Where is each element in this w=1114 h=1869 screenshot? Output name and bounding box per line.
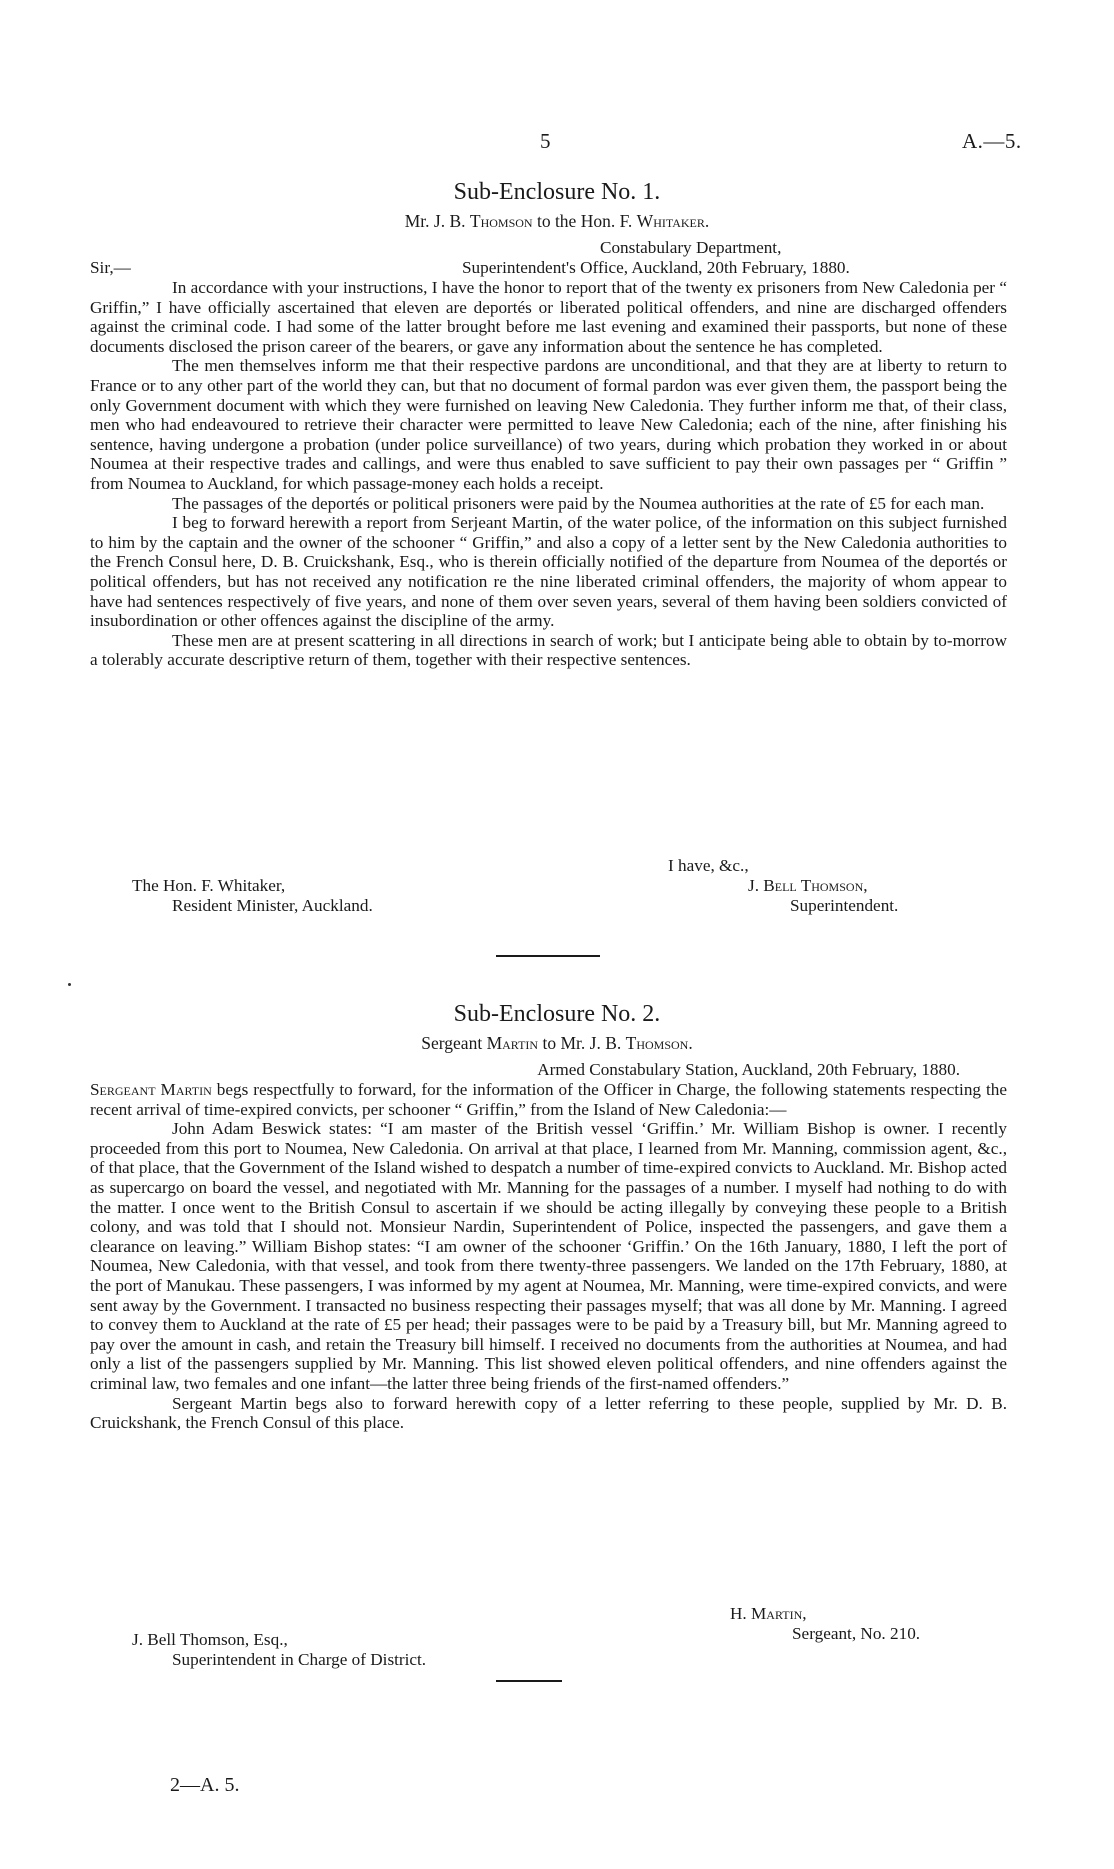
station-line: Armed Constabulary Station, Auckland, 20th February, 1880. — [537, 1060, 960, 1079]
enclosure-2-subtitle-sender: Martin — [486, 1033, 539, 1053]
section-divider — [496, 955, 600, 957]
closing: I have, &c., — [668, 856, 749, 875]
enclosure-1-subtitle-recipient: Whitaker. — [636, 211, 710, 231]
enclosure-2-subtitle-recipient: Thomson. — [625, 1033, 693, 1053]
salutation: Sir,— — [90, 258, 131, 277]
enclosure-2-body — [90, 1080, 1007, 1433]
enclosure-1-subtitle — [0, 212, 1114, 232]
enclosure-2-paragraph: John Adam Beswick states: “I am master of the British vessel ‘Griffin.’ Mr. William Bishop is owner. I recently proceeded from this port to Noumea, New Caledonia. On arrival at that place, I learned from Mr. Manning, commission agent, &c., of that place, that the Government of the Island wished to despatch a number of time-expired convicts to Auckland. Mr. Bishop acted as supercargo on board the vessel, and negotiated with Mr. Manning for the passages of a number. I myself had nothing to do with the matter. I once went to the British Consul to ascertain if we should be acting illegally by conveying these people to a British colony, and was told that I should not. Monsieur Nardin, Superintendent of Police, inspected the passengers, and gave them a clearance on leaving.” William Bishop states: “I am owner of the schooner ‘Griffin.’ On the 16th January, 1880, I left the port of Noumea, New Caledonia, with that vessel, and took from there twenty-three passengers. We landed on the 17th February, 1880, at the port of Manukau. These passengers, I was informed by my agent at Noumea, Mr. Manning, were time-expired convicts, and were sent away by the Government. I transacted no business respecting their passages myself; that was all done by Mr. Manning. I agreed to convey them to Auckland at the rate of £5 per head; their passages were to be paid by a Treasury bill, but Mr. Manning agreed to pay over the amount in cash, and retain the Treasury bill himself. I received no documents from the authorities at Noumea, and had only a list of the passengers supplied by Mr. Manning. This list showed eleven political offenders, and nine offenders against the criminal law, two females and one infant—the latter three being friends of the first-named offenders.” — [90, 1119, 1007, 1393]
enclosure-1-subtitle-sender: Thomson — [469, 211, 533, 231]
office-line-2: Superintendent's Office, Auckland, 20th February, 1880. — [462, 258, 850, 277]
enclosure-2-signature-name: H. Martin, — [730, 1604, 807, 1623]
enclosure-1-signature-name: J. Bell Thomson, — [748, 876, 868, 895]
enclosure-1-paragraph: I beg to forward herewith a report from Serjeant Martin, of the water police, of the information on this subject furnished to him by the captain and the owner of the schooner “ Griffin,” and also a copy of a letter sent by the New Caledonia authorities to the French Consul here, D. B. Cruickshank, Esq., who is therein officially notified of the departure from Noumea of the deportés or political offenders, but has not received any notification re the nine liberated criminal offenders, the majority of whom appear to have had sentences respectively of five years, and none of them over seven years, several of them having been soldiers convicted of insubordination or other offences against the discipline of the army. — [90, 513, 1007, 631]
enclosure-1-paragraph: The men themselves inform me that their respective pardons are unconditional, and that they are at liberty to return to France or to any other part of the world they can, but that no document of formal pardon was ever given them, the passport being the only Government document with which they were furnished on leaving New Caledonia. They further inform me that, of their class, men who had endeavoured to retrieve their character were permitted to leave New Caledonia; each of the nine, after finishing his sentence, having undergone a probation (under police surveillance) of two years, during which probation they worked in or about Noumea at their respective trades and callings, and were thus enabled to save sufficient to pay their own passages per “ Griffin ” from Noumea to Auckland, for which passage-money each holds a receipt. — [90, 356, 1007, 493]
enclosure-2-signature-title: Sergeant, No. 210. — [792, 1624, 921, 1643]
enclosure-2-addressee-name: J. Bell Thomson, Esq., — [132, 1630, 288, 1649]
footer-code: 2—A. 5. — [170, 1774, 240, 1796]
enclosure-1-subtitle-middle: to the Hon. F. — [536, 211, 633, 231]
enclosure-1-paragraph: These men are at present scattering in all directions in search of work; but I anticipate being able to obtain by to-morrow a tolerably accurate descriptive return of them, together with their respective sentences. — [90, 630, 1007, 670]
end-divider — [496, 1680, 562, 1682]
enclosure-1-signature-title: Superintendent. — [790, 896, 899, 915]
enclosure-2-title: Sub-Enclosure No. 2. — [453, 1001, 661, 1027]
enclosure-2-opening-text: begs respectfully to forward, for the information of the Officer in Charge, the following statements respecting the recent arrival of time-expired convicts, per schooner “ Griffin,” from the Island of New Caledonia:— — [90, 1080, 1007, 1119]
enclosure-2-paragraph: Sergeant Martin begs also to forward herewith copy of a letter referring to these people, supplied by Mr. D. B. Cruickshank, the French Consul of this place. — [90, 1393, 1007, 1433]
enclosure-2-addressee-title: Superintendent in Charge of District. — [172, 1650, 427, 1669]
enclosure-1-subtitle-prefix: Mr. J. B. — [404, 211, 466, 231]
page-number: 5 — [540, 129, 551, 153]
enclosure-1-addressee-name: The Hon. F. Whitaker, — [132, 876, 286, 895]
page-mark — [68, 983, 71, 986]
enclosure-1-title: Sub-Enclosure No. 1. — [453, 179, 661, 205]
office-line-1: Constabulary Department, — [600, 238, 782, 257]
enclosure-2-opening-name: Sergeant Martin — [90, 1080, 212, 1099]
enclosure-2-subtitle-prefix: Sergeant — [421, 1033, 483, 1053]
enclosure-2-opening — [90, 1080, 1007, 1119]
series-code: A.—5. — [962, 129, 1022, 153]
enclosure-1-addressee-title: Resident Minister, Auckland. — [172, 896, 373, 915]
enclosure-1-paragraph: In accordance with your instructions, I have the honor to report that of the twenty ex prisoners from New Caledonia per “ Griffin,” I have officially ascertained that eleven are deportés or liberated political offenders, and nine are discharged offenders against the criminal code. I had some of the latter brought before me last evening and examined their passports, but none of these documents disclosed the prison career of the bearers, or gave any information about the sentence he has completed. — [90, 278, 1007, 356]
enclosure-2-subtitle — [0, 1034, 1114, 1054]
enclosure-2-subtitle-middle: to Mr. J. B. — [542, 1033, 622, 1053]
enclosure-1-body — [90, 278, 1007, 670]
enclosure-1-paragraph: The passages of the deportés or political prisoners were paid by the Noumea authorities at the rate of £5 for each man. — [172, 493, 985, 513]
